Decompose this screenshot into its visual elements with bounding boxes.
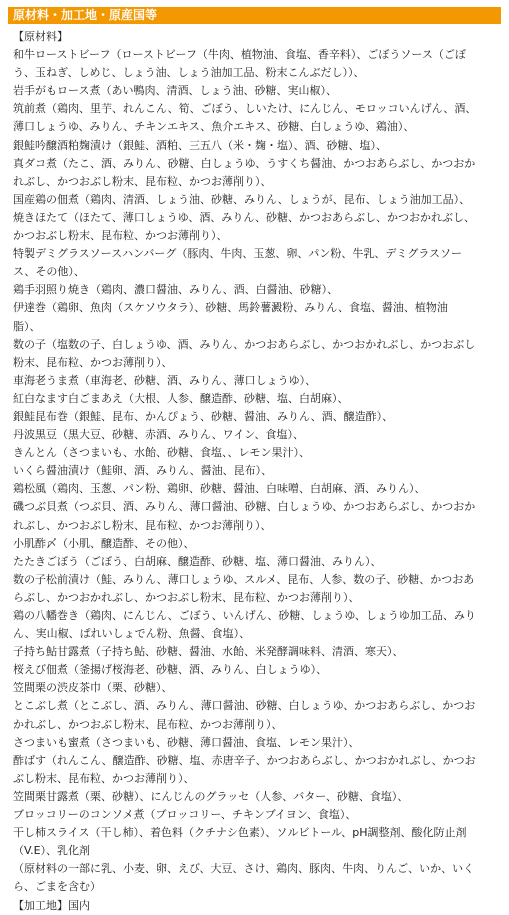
ingredient-text-line: 真ダコ煮（たこ、酒、みりん、砂糖、白しょうゆ、うすくち醤油、かつおあらぶし、かつおか	[13, 156, 476, 170]
ingredient-text-line: 干し柿スライス（干し柿）、着色料（クチナシ色素）、ソルビトール、pH調整剤、酸化防止剤	[13, 826, 467, 840]
ingredient-text-line: 薄口しょうゆ、みりん、チキンエキス、魚介エキス、砂糖、白しょうゆ、鶏油）、	[13, 120, 415, 134]
ingredient-text-line: 桜えび佃煮（釜揚げ桜海老、砂糖、酒、みりん、白しょうゆ）、	[13, 663, 328, 677]
ingredient-text-line: 特製デミグラスソースハンバーグ（豚肉、牛肉、玉葱、卵、パン粉、牛乳、デミグラスソー	[13, 247, 463, 261]
ingredient-text-line: 銀鮭昆布巻（銀鮭、昆布、かんぴょう、砂糖、醤油、みりん、酒、醸造酢）、	[13, 409, 394, 423]
ingredient-text-line: 国産鶏の佃煮（鶏肉、清酒、しょう油、砂糖、みりん、しょうが、昆布、しょう油加工品）、	[13, 192, 471, 206]
ingredient-text-line: 脂）、	[13, 319, 41, 333]
ingredient-text-line: 子持ち鮎甘露煮（子持ち鮎、砂糖、醤油、水飴、米発酵調味料、清酒、寒天）、	[13, 645, 404, 659]
ingredient-text-line: ぶし粉末、昆布粒、かつお薄削り）、	[13, 771, 195, 785]
section-header-title: 原材料・加工地・原産国等	[13, 8, 158, 22]
ingredient-text-line: う、玉ねぎ、しめじ、しょう油、しょう油加工品、粉末こんぶだし））、	[13, 66, 365, 80]
ingredient-text-line: 笠間栗の渋皮茶巾（栗、砂糖）、	[13, 681, 173, 695]
ingredient-text-line: 筑前煮（鶏肉、里芋、れんこん、筍、ごぼう、しいたけ、にんじん、モロッコいんげん、酒、	[13, 102, 477, 116]
ingredient-text-line: 丹波黒豆（黒大豆、砂糖、赤酒、みりん、ワイン、食塩）、	[13, 428, 304, 442]
ingredient-text-line: ブロッコリーのコンソメ煮（ブロッコリー、チキンブイヨン、食塩）、	[13, 808, 357, 822]
ingredient-text-line: （原材料の一部に乳、小麦、卵、えび、大豆、さけ、鶏肉、豚肉、牛肉、りんご、いか、いく	[13, 862, 475, 876]
ingredient-text-line: きんとん（さつまいも、水飴、砂糖、食塩、、レモン果汁）、	[13, 446, 310, 460]
ingredient-text-line: 数の子（塩数の子、白しょうゆ、酒、みりん、かつおあらぶし、かつおかれぶし、かつおぶし	[13, 337, 476, 351]
ingredient-text-line: 鶏の八幡巻き（鶏肉、にんじん、ごぼう、いんげん、砂糖、しょうゆ、しょうゆ加工品、みり	[13, 609, 476, 622]
ingredient-text-line: ん、実山椒、ぱれいしょでん粉、魚醤、食塩）、	[13, 627, 251, 641]
ingredient-text-line: 酢ばす（れんこん、醸造酢、砂糖、塩、赤唐辛子、かつおあらぶし、かつおかれぶし、かつお	[13, 753, 476, 767]
ingredient-text-line: 磯つぶ貝煮（つぶ貝、酒、みりん、薄口醤油、砂糖、白しょうゆ、かつおあらぶし、かつおか	[13, 500, 476, 514]
ingredient-text-line: 小肌酢〆（小肌、醸造酢、その他）、	[13, 536, 195, 550]
ingredient-text-line: 岩手がもロース煮（あい鴨肉、清酒、しょう油、砂糖、実山椒）、	[13, 84, 337, 98]
ingredient-text-line: （V.E）、乳化剤	[13, 844, 91, 858]
ingredients-text-block	[13, 28, 501, 915]
ingredient-text-line: 焼きほたて（ほたて、薄口しょうゆ、酒、みりん、砂糖、かつおあらぶし、かつおかれぶし、	[13, 210, 475, 224]
ingredient-text-line: たたきごぼう（ごぼう、白胡麻、醸造酢、砂糖、塩、薄口醤油、みりん）、	[13, 554, 382, 568]
ingredient-text-line: さつまいも蜜煮（さつまいも、砂糖、薄口醤油、食塩、レモン果汁）、	[13, 735, 360, 749]
ingredient-text-line: かれぶし、かつおぶし粉末、昆布粒、かつお薄削り）、	[13, 717, 283, 731]
ingredient-text-line: 伊達巻（鶏卵、魚肉（スケソウタラ）、砂糖、馬鈴薯澱粉、みりん、食塩、醤油、植物油	[13, 301, 448, 315]
ingredient-text-line: ス、その他）、	[13, 265, 85, 279]
ingredient-text-line: 鶏手羽照り焼き（鶏肉、濃口醤油、みりん、酒、白醤油、砂糖）、	[13, 283, 339, 297]
ingredient-text-line: いくら醤油漬け（鮭卵、酒、みりん、醤油、昆布）、	[13, 464, 273, 478]
ingredient-text-line: かつおぶし粉末、昆布粒、かつお薄削り）、	[13, 229, 228, 243]
ingredient-text-line: 【加工地】国内	[13, 898, 90, 912]
ingredient-text-line: 笠間栗甘露煮（栗、砂糖）、にんじんのグラッセ（人参、バター、砂糖、食塩）、	[13, 789, 409, 803]
ingredient-text-line: 鶏松風（鶏肉、玉葱、パン粉、鶏卵、砂糖、醤油、白味噌、白胡麻、酒、みりん）、	[13, 482, 426, 496]
ingredient-text-line: 紅白なます白ごまあえ（大根、人参、醸造酢、砂糖、塩、白胡麻）、	[13, 391, 349, 405]
ingredient-text-line: れぶし、かつおぶし粉末、昆布粒、かつお薄削り）、	[13, 518, 272, 532]
ingredient-text-line: れぶし、かつおぶし粉末、昆布粒、かつお薄削り）、	[13, 174, 272, 188]
ingredient-text-line: とこぶし煮（とこぶし、酒、みりん、薄口醤油、砂糖、白しょうゆ、かつおあらぶし、かつお	[13, 699, 476, 713]
section-header	[8, 7, 501, 24]
ingredient-text-line: 数の子松前漬け（鮭、みりん、薄口しょうゆ、スルメ、昆布、人参、数の子、砂糖、かつおあ	[13, 572, 475, 586]
ingredient-text-line: らぶし、かつおかれぶし、かつおぶし粉末、昆布粒、かつお薄削り）、	[13, 590, 360, 604]
ingredient-text-line: 【原材料】	[13, 30, 68, 43]
ingredient-text-line: ら、ごまを含む）	[13, 880, 101, 894]
ingredient-text-line: 銀鮭吟醸酒粕麹漬け（銀鮭、酒粕、三五八（米・麹・塩）、酒、砂糖、塩）、	[13, 138, 387, 152]
ingredient-text-line: 粉末、昆布粒、かつお薄削り）、	[13, 355, 173, 369]
ingredient-text-line: 車海老うま煮（車海老、砂糖、酒、みりん、薄口しょうゆ）、	[13, 373, 317, 387]
ingredient-text-line: 和牛ローストビーフ（ローストビーフ（牛肉、植物油、食塩、香辛料）、ごぼうソース（ごぼ	[13, 48, 466, 62]
